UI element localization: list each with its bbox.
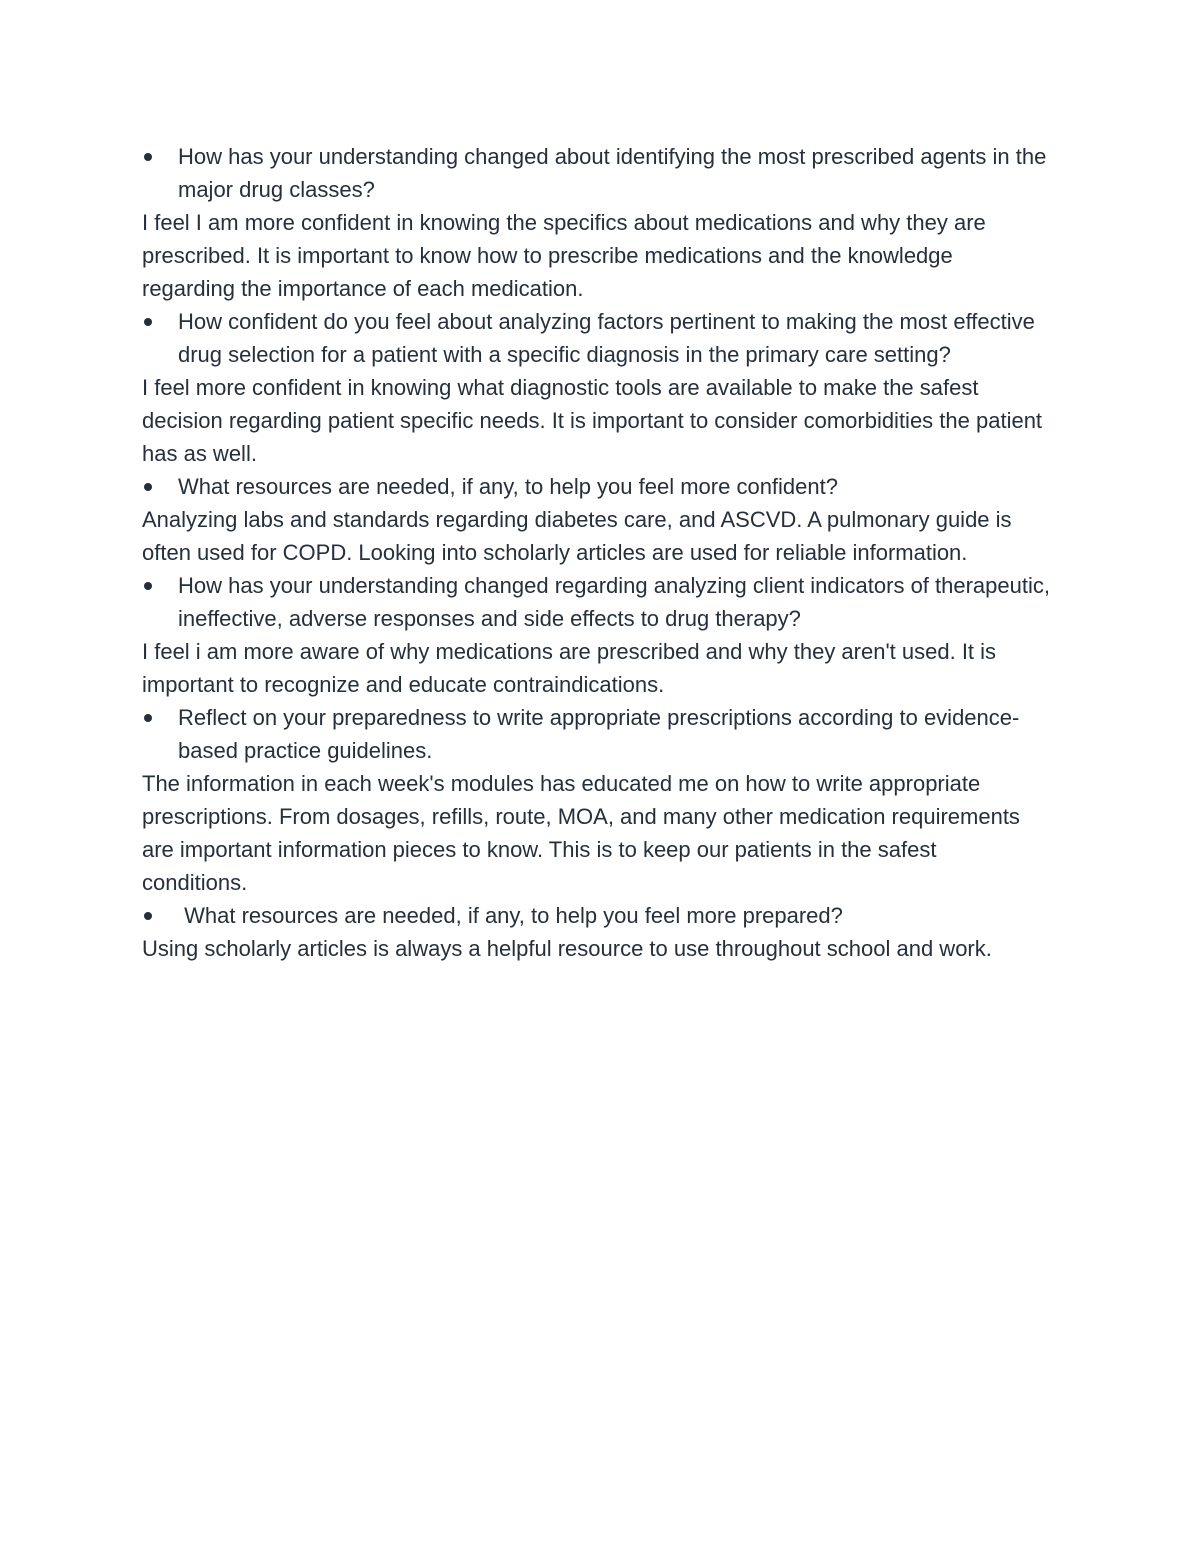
answer-text: I feel more confident in knowing what diagnostic tools are available to make the safest decision regarding patient specific needs. It is important to consider comorbidities the patient has as well. xyxy=(142,375,1043,466)
bullet-icon xyxy=(144,714,152,722)
answer-text: I feel i am more aware of why medications are prescribed and why they aren't used. It is important to recognize and educate contraindications. xyxy=(142,639,997,697)
question-item xyxy=(142,305,1058,371)
question-item xyxy=(142,140,1058,206)
question-item xyxy=(142,701,1058,767)
answer-text: I feel I am more confident in knowing the specifics about medications and why they are prescribed. It is important to know how to prescribe medications and the knowledge regarding the importance of each medication. xyxy=(142,210,986,301)
answer-text: Using scholarly articles is always a helpful resource to use throughout school and work. xyxy=(142,936,992,961)
question-item xyxy=(142,899,1058,932)
bullet-icon xyxy=(144,582,152,590)
question-text: What resources are needed, if any, to help you feel more confident? xyxy=(178,474,838,499)
bullet-icon xyxy=(144,483,152,491)
answer-text: The information in each week's modules has educated me on how to write appropriate prescriptions. From dosages, refills, route, MOA, and many other medication requirements are important information pieces to know. This is to keep our patients in the safest conditions. xyxy=(142,771,1020,895)
question-text: How has your understanding changed regarding analyzing client indicators of therapeutic, ineffective, adverse responses and side effects to drug therapy? xyxy=(178,573,1050,631)
question-text: What resources are needed, if any, to help you feel more prepared? xyxy=(178,903,843,928)
question-item xyxy=(142,470,1058,503)
bullet-icon xyxy=(144,318,152,326)
question-text: How confident do you feel about analyzing factors pertinent to making the most effective drug selection for a patient with a specific diagnosis in the primary care setting? xyxy=(178,309,1035,367)
question-item xyxy=(142,569,1058,635)
question-text: How has your understanding changed about identifying the most prescribed agents in the major drug classes? xyxy=(178,144,1047,202)
bullet-icon xyxy=(144,153,152,161)
bullet-icon xyxy=(144,912,152,920)
answer-text: Analyzing labs and standards regarding diabetes care, and ASCVD. A pulmonary guide is often used for COPD. Looking into scholarly articles are used for reliable information. xyxy=(142,507,1012,565)
question-text: Reflect on your preparedness to write appropriate prescriptions according to evidence-based practice guidelines. xyxy=(178,705,1020,763)
document-body xyxy=(142,140,1062,965)
